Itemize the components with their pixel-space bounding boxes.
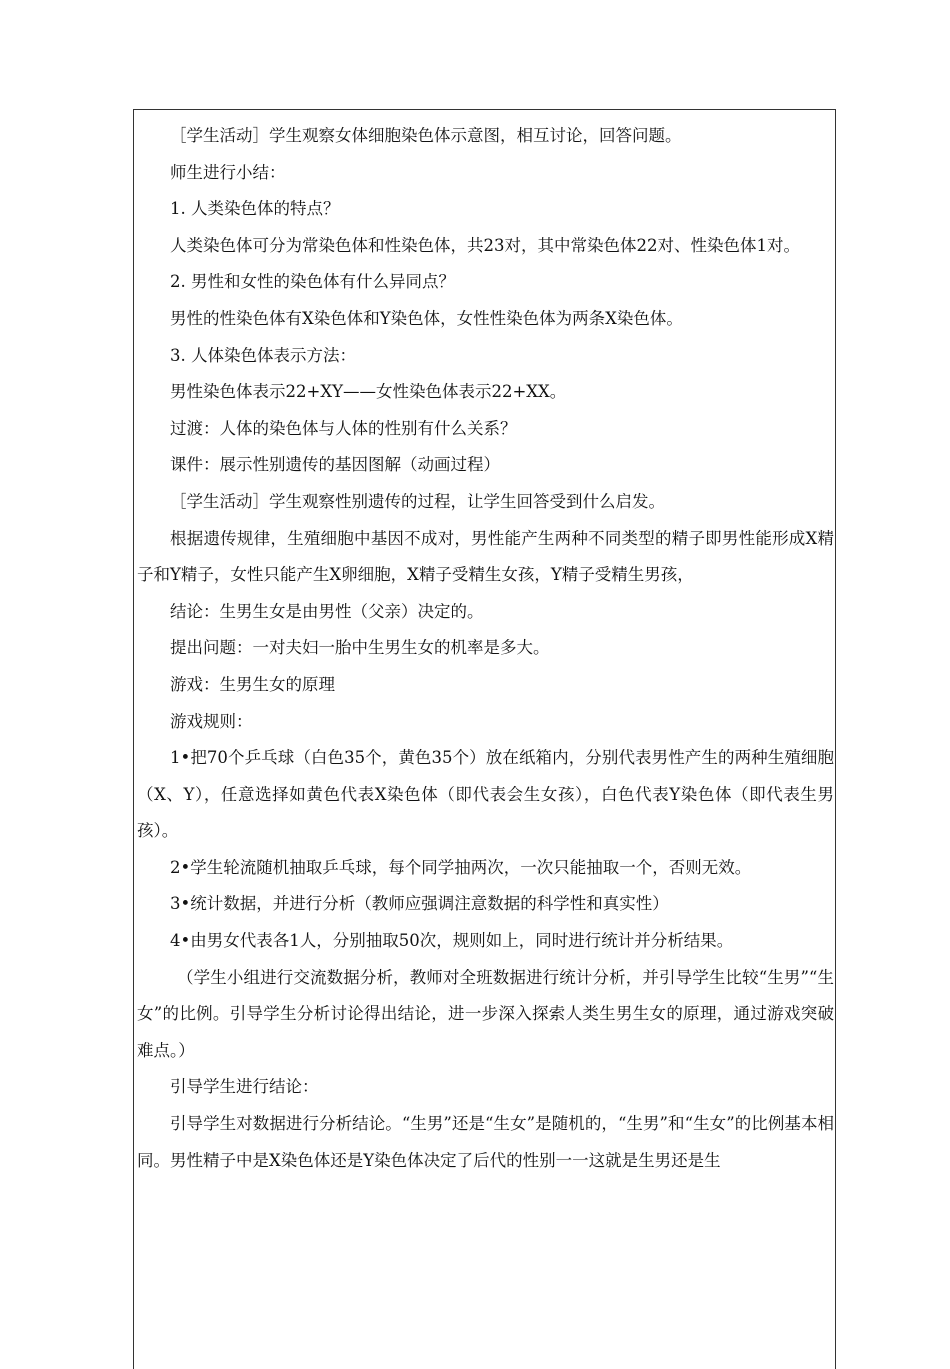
paragraph-student-activity-2: ［学生活动］学生观察性别遗传的过程，让学生回答受到什么启发。	[170, 491, 665, 511]
paragraph-guide-conclusion-heading: 引导学生进行结论：	[170, 1077, 319, 1097]
paragraph-rule-1: 1•把70个乒乓球（白色35个，黄色35个）放在纸箱内，分别代表男性产生的两种生殖细胞（X、Y），任意选择如黄色代表X染色体（即代表会生女孩），白色代表Y染色体（即代表生男孩）。	[137, 748, 834, 841]
paragraph-guide-conclusion: 引导学生对数据进行分析结论。“生男”还是“生女”是随机的，“生男”和“生女”的比例基本相同。男性精子中是X染色体还是Y染色体决定了后代的性别一一这就是生男还是生	[137, 1114, 834, 1170]
paragraph-question-3: 3. 人体染色体表示方法：	[170, 345, 356, 365]
paragraph-rule-4: 4•由男女代表各1人，分别抽取50次，规则如上，同时进行统计并分析结果。	[170, 931, 734, 951]
paragraph-summary-heading: 师生进行小结：	[170, 162, 286, 182]
paragraph-question-1: 1. 人类染色体的特点？	[170, 199, 340, 219]
paragraph-rule-2: 2•学生轮流随机抽取乒乓球，每个同学抽两次，一次只能抽取一个，否则无效。	[170, 857, 752, 877]
paragraph-answer-3: 男性染色体表示22+XY——女性染色体表示22+XX。	[170, 382, 567, 402]
document-body	[137, 118, 834, 1179]
paragraph-group-analysis: （学生小组进行交流数据分析，教师对全班数据进行统计分析，并引导学生比较“生男”“生女”的比例。引导学生分析讨论得出结论，进一步深入探索人类生男生女的原理，通过游戏突破难点。）	[137, 967, 834, 1060]
paragraph-rule-3: 3•统计数据，并进行分析（教师应强调注意数据的科学性和真实性）	[170, 894, 669, 914]
paragraph-courseware: 课件：展示性别遗传的基因图解（动画过程）	[170, 455, 500, 475]
paragraph-student-activity-1: ［学生活动］学生观察女体细胞染色体示意图，相互讨论，回答问题。	[170, 126, 682, 145]
paragraph-transition: 过渡：人体的染色体与人体的性别有什么关系？	[170, 418, 517, 438]
paragraph-game-title: 游戏：生男生女的原理	[170, 674, 335, 694]
paragraph-answer-1: 人类染色体可分为常染色体和性染色体，共23对，其中常染色体22对、性染色体1对。	[170, 235, 800, 255]
paragraph-raise-question: 提出问题：一对夫妇一胎中生男生女的机率是多大。	[170, 638, 550, 658]
paragraph-conclusion: 结论：生男生女是由男性（父亲）决定的。	[170, 601, 484, 621]
paragraph-question-2: 2. 男性和女性的染色体有什么异同点？	[170, 272, 455, 292]
paragraph-game-rules-heading: 游戏规则：	[170, 711, 253, 731]
paragraph-answer-2: 男性的性染色体有X染色体和Y染色体，女性性染色体为两条X染色体。	[170, 308, 683, 328]
paragraph-genetic-rule: 根据遗传规律，生殖细胞中基因不成对，男性能产生两种不同类型的精子即男性能形成X精子和Y精子，女性只能产生X卵细胞，X精子受精生女孩，Y精子受精生男孩，	[137, 528, 834, 585]
